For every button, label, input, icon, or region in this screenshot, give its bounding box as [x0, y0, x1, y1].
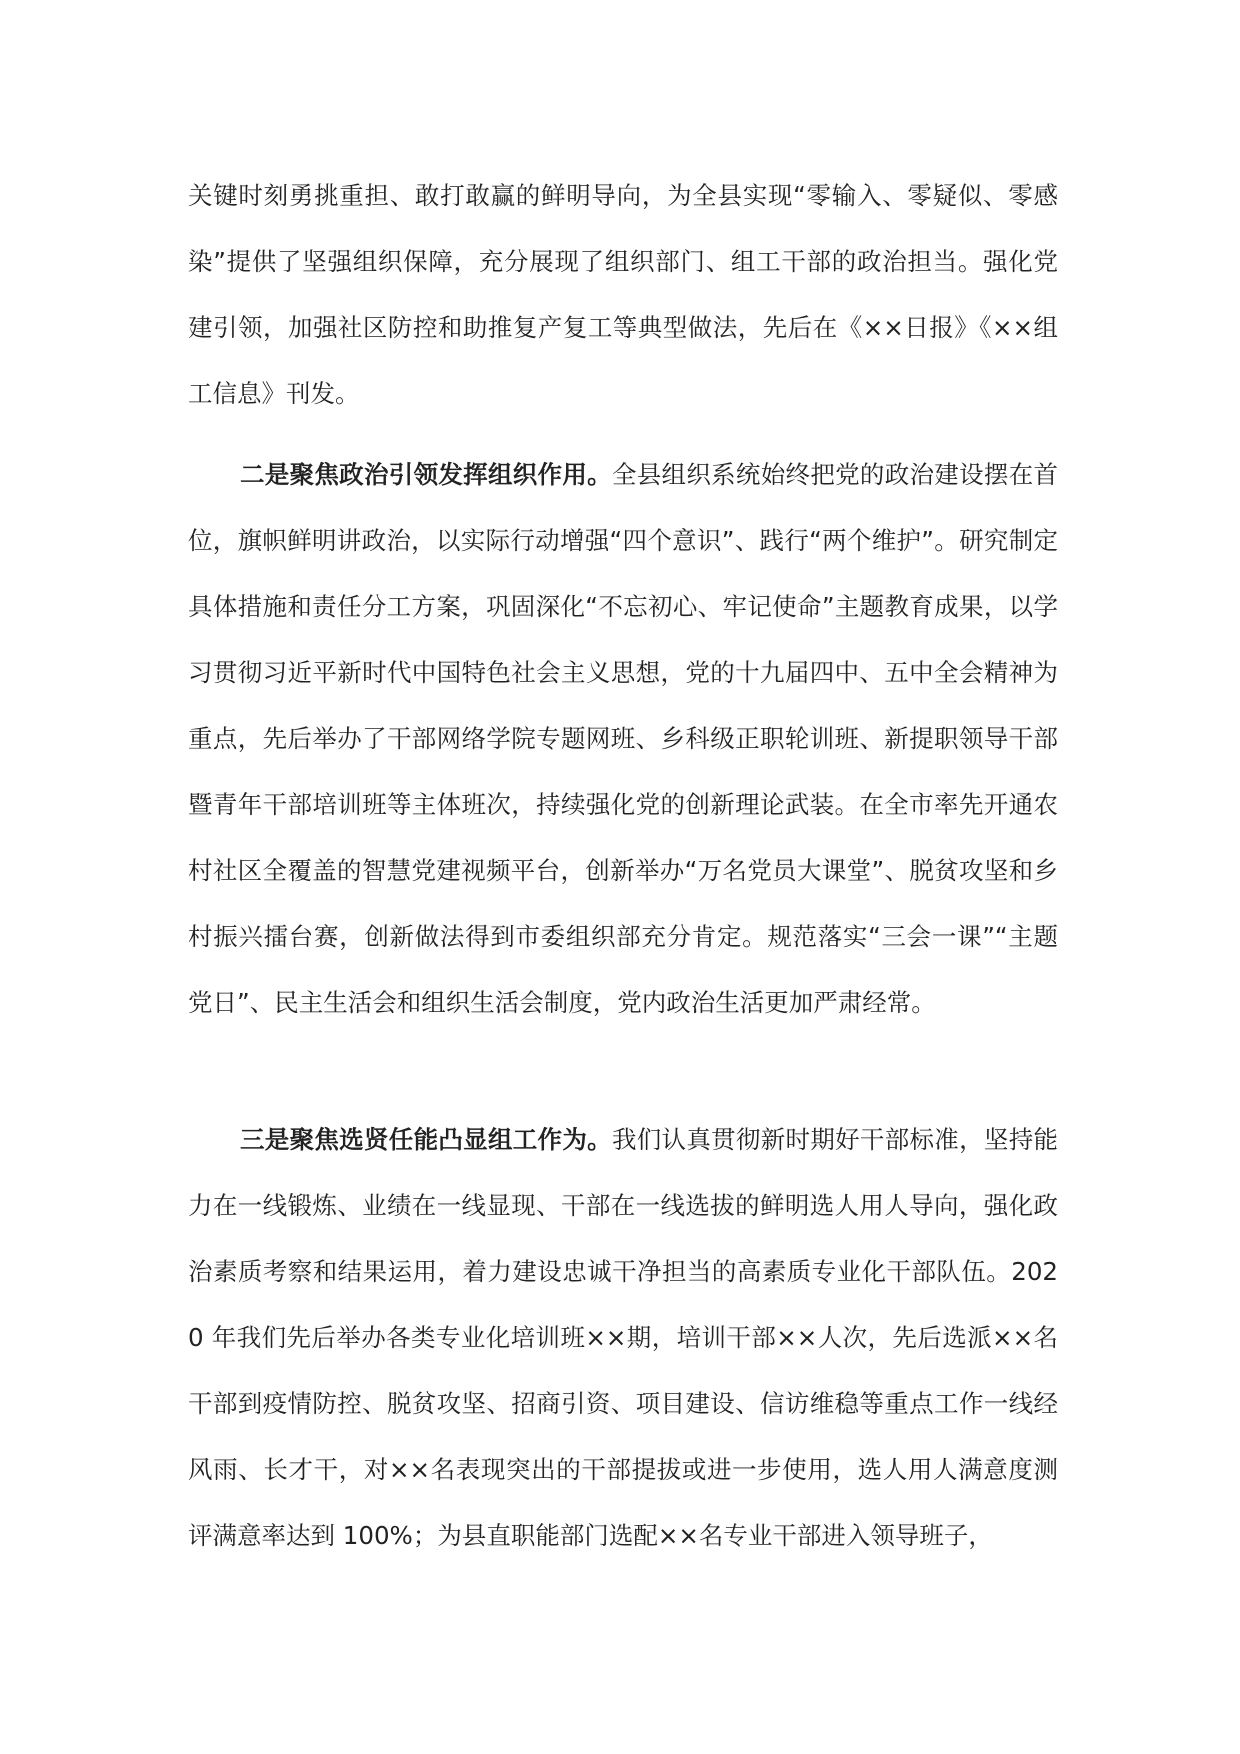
paragraph-body-text: 关键时刻勇挑重担、敢打敢赢的鲜明导向，为全县实现“零输入、零疑似、零感染”提供了坚强组织保障，充分展现了组织部门、组工干部的政治担当。强化党建引领，加强社区防控和助推复产复工等典型做法，先后在《××日报》《××组工信息》刊发。: [188, 181, 1058, 408]
paragraph-political-guidance: [188, 442, 1058, 1036]
paragraph-lead-heading: 三是聚焦选贤任能凸显组工作为。: [240, 1125, 612, 1154]
paragraph-cadre-selection: [188, 1107, 1058, 1569]
paragraph-continuation: [188, 163, 1058, 427]
paragraph-text: [188, 442, 1058, 1036]
paragraph-body-text: 全县组织系统始终把党的政治建设摆在首位，旗帜鲜明讲政治，以实际行动增强“四个意识”、践行“两个维护”。研究制定具体措施和责任分工方案，巩固深化“不忘初心、牢记使命”主题教育成果，以学习贯彻习近平新时代中国特色社会主义思想，党的十九届四中、五中全会精神为重点，先后举办了干部网络学院专题网班、乡科级正职轮训班、新提职领导干部暨青年干部培训班等主体班次，持续强化党的创新理论武装。在全市率先开通农村社区全覆盖的智慧党建视频平台，创新举办“万名党员大课堂”、脱贫攻坚和乡村振兴擂台赛，创新做法得到市委组织部充分肯定。规范落实“三会一课”“主题党日”、民主生活会和组织生活会制度，党内政治生活更加严肃经常。: [188, 460, 1058, 1017]
paragraph-text: [188, 1107, 1058, 1569]
paragraph-body-text: 我们认真贯彻新时期好干部标准，坚持能力在一线锻炼、业绩在一线显现、干部在一线选拔的鲜明选人用人导向，强化政治素质考察和结果运用，着力建设忠诚干净担当的高素质专业化干部队伍。2020 年我们先后举办各类专业化培训班××期，培训干部××人次，先后选派××名干部到疫情防控、脱贫攻坚、招商引资、项目建设、信访维稳等重点工作一线经风雨、长才干，对××名表现突出的干部提拔或进一步使用，选人用人满意度测评满意率达到 100%；为县直职能部门选配××名专业干部进入领导班子，: [188, 1125, 1058, 1550]
paragraph-lead-heading: 二是聚焦政治引领发挥组织作用。: [240, 460, 612, 489]
